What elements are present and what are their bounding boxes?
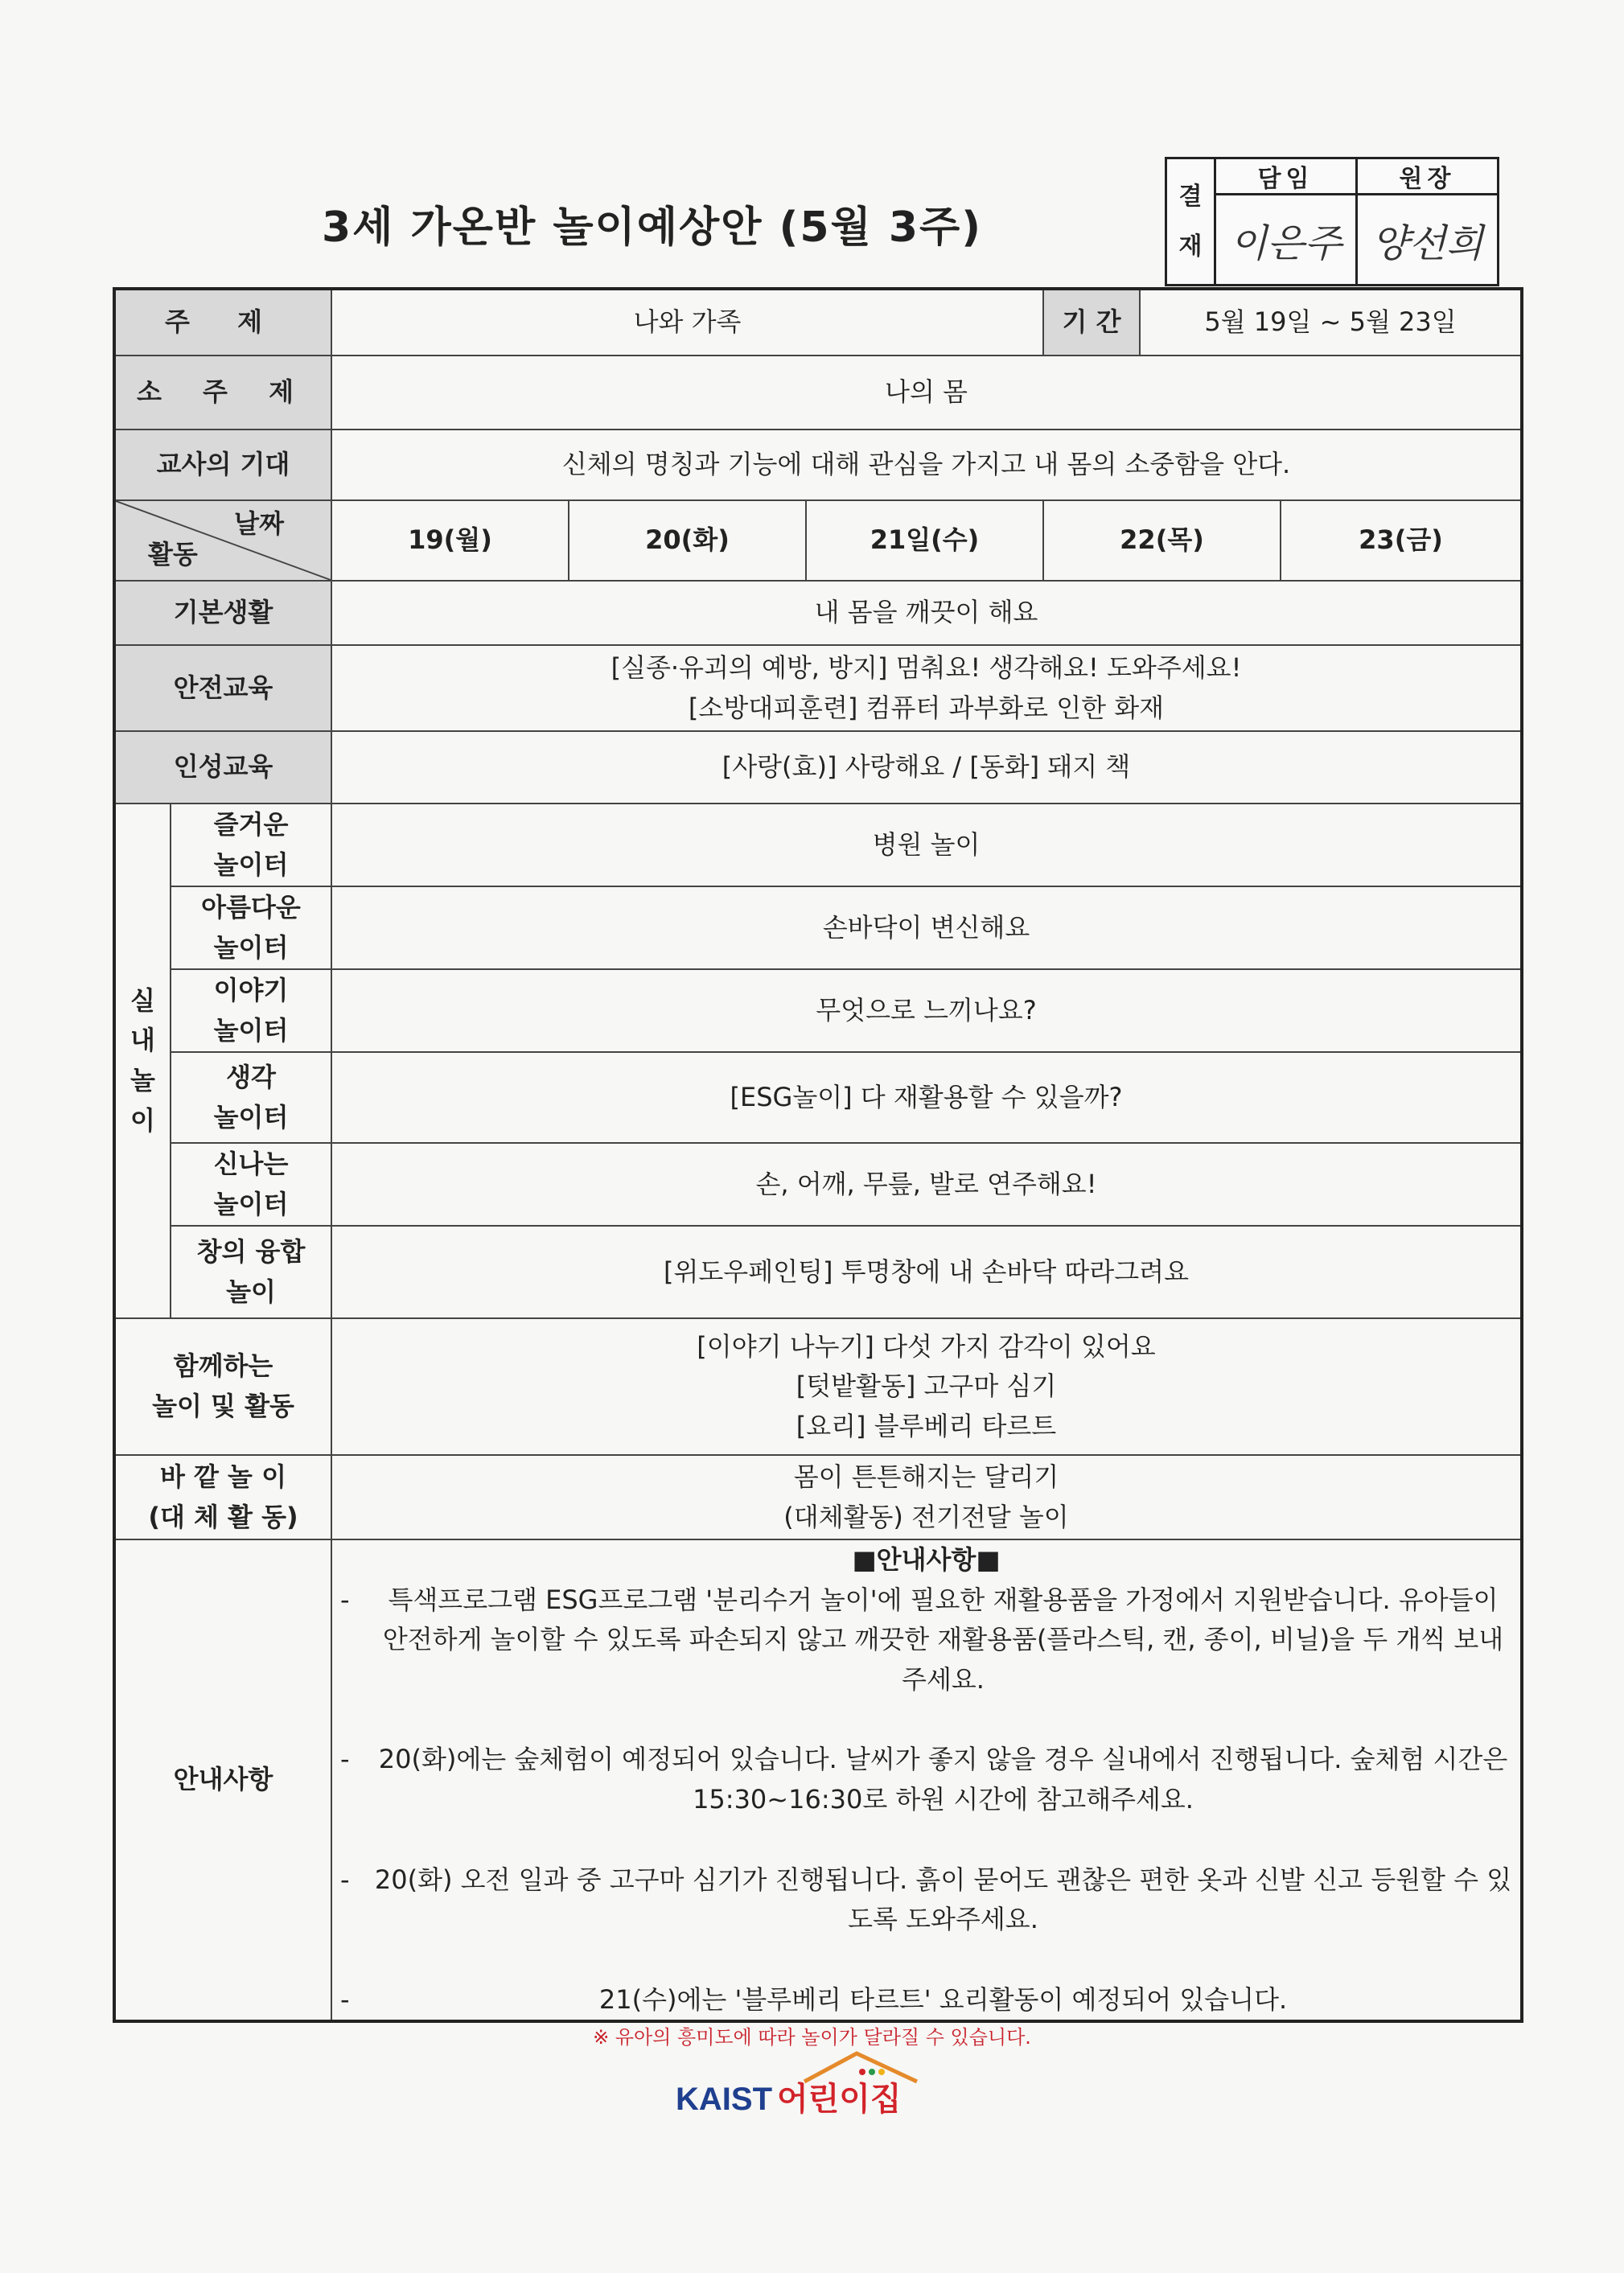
- basic-life-row: [114, 581, 1522, 645]
- footnote: ※ 유아의 흥미도에 따라 놀이가 달라질 수 있습니다.: [593, 2026, 1031, 2049]
- page-title: 3세 가온반 놀이예상안 (5월 3주): [322, 203, 983, 252]
- safety-line-1: [실종·유괴의 예방, 방지] 멈춰요! 생각해요! 도와주세요!: [611, 651, 1242, 683]
- character-label: 인성교육: [114, 731, 331, 804]
- together-value: [331, 1318, 1522, 1455]
- indoor-row: [114, 1143, 1522, 1226]
- approval-director-signature: 양선희: [1371, 220, 1484, 266]
- expectation-value: 신체의 명칭과 기능에 대해 관심을 가지고 내 몸의 소중함을 안다.: [331, 430, 1522, 500]
- day-cell-mon: 19(월): [331, 500, 569, 581]
- together-label: [114, 1318, 331, 1455]
- indoor-row: [114, 969, 1522, 1052]
- indoor-item-label: [171, 1226, 331, 1318]
- date-activity-header: [114, 500, 331, 581]
- character-value: [사랑(효)] 사랑해요 / [동화] 돼지 책: [331, 731, 1522, 804]
- indoor-item-label-line: 놀이터: [213, 931, 289, 963]
- notice-row: [114, 1539, 1522, 2021]
- notice-heading: ■안내사항■: [852, 1544, 1001, 1575]
- subtheme-row: [114, 356, 1522, 430]
- indoor-item-label-line: 이야기: [213, 974, 289, 1005]
- indoor-char: 내: [130, 1025, 155, 1056]
- period-value: 5월 19일 ~ 5월 23일: [1140, 289, 1522, 356]
- indoor-item-label-line: 놀이터: [213, 1188, 289, 1219]
- outdoor-line-2: (대체활동) 전기전달 놀이: [783, 1501, 1069, 1532]
- outdoor-line-1: 몸이 튼튼해지는 달리기: [793, 1461, 1059, 1492]
- notice-body: [331, 1539, 1522, 2021]
- safety-line-2: [소방대피훈련] 컴퓨터 과부화로 인한 화재: [688, 692, 1165, 723]
- together-label-line: 놀이 및 활동: [152, 1391, 294, 1421]
- theme-label: 주 제: [114, 289, 331, 356]
- indoor-item-value: 손, 어깨, 무릎, 발로 연주해요!: [331, 1143, 1522, 1226]
- together-line: [이야기 나누기] 다섯 가지 감각이 있어요: [697, 1330, 1156, 1362]
- outdoor-label-line: 바 깥 놀 이: [159, 1461, 287, 1492]
- approval-teacher-column: [1216, 159, 1358, 284]
- indoor-row: [114, 1226, 1522, 1318]
- subtheme-label: 소 주 제: [114, 356, 331, 430]
- indoor-item-label: [171, 1052, 331, 1143]
- logo-text: [676, 2074, 902, 2119]
- day-cell-thu: 22(목): [1043, 500, 1281, 581]
- notice-label: 안내사항: [114, 1539, 331, 2021]
- plan-table: [113, 287, 1523, 2023]
- safety-label: 안전교육: [114, 645, 331, 731]
- indoor-item-label-line: 창의 융합: [196, 1235, 306, 1267]
- kaist-logo: [676, 2049, 949, 2126]
- notice-item: - 특색프로그램 ESG프로그램 '분리수거 놀이'에 필요한 재활용품을 가정에서 지원받습니다. 유아들이 안전하게 놀이할 수 있도록 파손되지 않고 깨끗한 재활용품(플라스틱, 캔, 종이, 비닐)을 두 개씩 보내주세요.: [340, 1584, 1504, 1695]
- indoor-group-label: [114, 804, 171, 1318]
- approval-teacher-signature: 이은주: [1229, 220, 1342, 266]
- indoor-item-label-line: 즐거운: [213, 808, 289, 840]
- expectation-row: [114, 430, 1522, 500]
- period-label: 기 간: [1043, 289, 1140, 356]
- together-line: [텃밭활동] 고구마 심기: [796, 1371, 1057, 1402]
- approval-director-column: [1358, 159, 1497, 284]
- expectation-label: 교사의 기대: [114, 430, 331, 500]
- indoor-row: [114, 804, 1522, 886]
- together-label-line: 함께하는: [173, 1350, 273, 1382]
- day-cell-wed: 21일(수): [806, 500, 1043, 581]
- together-line: [요리] 블루베리 타르트: [796, 1410, 1057, 1441]
- outdoor-label: [114, 1455, 331, 1539]
- approval-side-bottom: 재: [1178, 232, 1203, 261]
- notice-item-text: 20(화) 오전 일과 중 고구마 심기가 진행됩니다. 흙이 묻어도 괜찮은 편한 옷과 신발 신고 등원할 수 있도록 도와주세요.: [374, 1864, 1512, 1935]
- indoor-item-label-line: 놀이: [226, 1276, 276, 1307]
- indoor-char: 실: [130, 984, 155, 1016]
- approval-director-head: 원장: [1358, 159, 1497, 195]
- outdoor-label-line: (대 체 활 동): [148, 1501, 298, 1532]
- indoor-char: 놀: [130, 1065, 155, 1095]
- indoor-item-value: [ESG놀이] 다 재활용할 수 있을까?: [331, 1052, 1522, 1143]
- indoor-item-label-line: 놀이터: [213, 1014, 289, 1046]
- activity-header-label: 활동: [148, 539, 198, 570]
- indoor-item-value: 병원 놀이: [331, 804, 1522, 886]
- approval-side-label: [1167, 159, 1216, 284]
- indoor-row: [114, 886, 1522, 969]
- indoor-item-label-line: 놀이터: [213, 849, 289, 880]
- safety-value: [331, 645, 1522, 731]
- day-header-row: [114, 500, 1522, 581]
- indoor-item-value: [위도우페인팅] 투명창에 내 손바닥 따라그려요: [331, 1226, 1522, 1318]
- indoor-item-label-line: 신나는: [213, 1148, 289, 1179]
- indoor-item-value: 손바닥이 변신해요: [331, 886, 1522, 969]
- safety-row: [114, 645, 1522, 731]
- approval-box: [1165, 157, 1499, 286]
- theme-value: 나와 가족: [331, 289, 1043, 356]
- notice-item: - 20(화)에는 숲체험이 예정되어 있습니다. 날씨가 좋지 않을 경우 실내에서 진행됩니다. 숲체험 시간은 15:30~16:30로 하원 시간에 참고해주세요.: [340, 1744, 1508, 1815]
- character-row: [114, 731, 1522, 804]
- indoor-item-label: [171, 1143, 331, 1226]
- notice-item: - 21(수)에는 '블루베리 타르트' 요리활동이 예정되어 있습니다.: [340, 1983, 1288, 2015]
- indoor-item-label: [171, 969, 331, 1052]
- approval-teacher-head: 담임: [1216, 159, 1355, 195]
- basic-life-label: 기본생활: [114, 581, 331, 645]
- outdoor-value: [331, 1455, 1522, 1539]
- date-header-label: 날짜: [234, 508, 284, 539]
- logo-main-text: KAIST: [676, 2082, 772, 2117]
- day-cell-tue: 20(화): [569, 500, 806, 581]
- indoor-item-label: [171, 886, 331, 969]
- theme-row: [114, 289, 1522, 356]
- basic-life-value: 내 몸을 깨끗이 해요: [331, 581, 1522, 645]
- subtheme-value: 나의 몸: [331, 356, 1522, 430]
- indoor-item-value: 무엇으로 느끼나요?: [331, 969, 1522, 1052]
- notice-item: - 20(화) 오전 일과 중 고구마 심기가 진행됩니다. 흙이 묻어도 괜찮은 편한 옷과 신발 신고 등원할 수 있도록 도와주세요.: [340, 1864, 1512, 1935]
- logo-sub-text: 어린이집: [777, 2082, 902, 2117]
- approval-side-top: 결: [1178, 182, 1203, 211]
- indoor-item-label: [171, 804, 331, 886]
- indoor-char: 이: [130, 1104, 155, 1136]
- indoor-item-label-line: 아름다운: [201, 891, 301, 923]
- indoor-item-label-line: 생각: [226, 1061, 276, 1092]
- day-cell-fri: 23(금): [1281, 500, 1522, 581]
- notice-item-text: 특색프로그램 ESG프로그램 '분리수거 놀이'에 필요한 재활용품을 가정에서 지원받습니다. 유아들이 안전하게 놀이할 수 있도록 파손되지 않고 깨끗한 재활용품(플라스틱, 캔, 종이, 비닐)을 두 개씩 보내주세요.: [382, 1584, 1504, 1695]
- outdoor-row: [114, 1455, 1522, 1539]
- notice-item-text: 21(수)에는 '블루베리 타르트' 요리활동이 예정되어 있습니다.: [598, 1983, 1288, 2015]
- notice-item-text: 20(화)에는 숲체험이 예정되어 있습니다. 날씨가 좋지 않을 경우 실내에서 진행됩니다. 숲체험 시간은 15:30~16:30로 하원 시간에 참고해주세요.: [378, 1744, 1508, 1815]
- indoor-row: [114, 1052, 1522, 1143]
- together-row: [114, 1318, 1522, 1455]
- indoor-item-label-line: 놀이터: [213, 1101, 289, 1132]
